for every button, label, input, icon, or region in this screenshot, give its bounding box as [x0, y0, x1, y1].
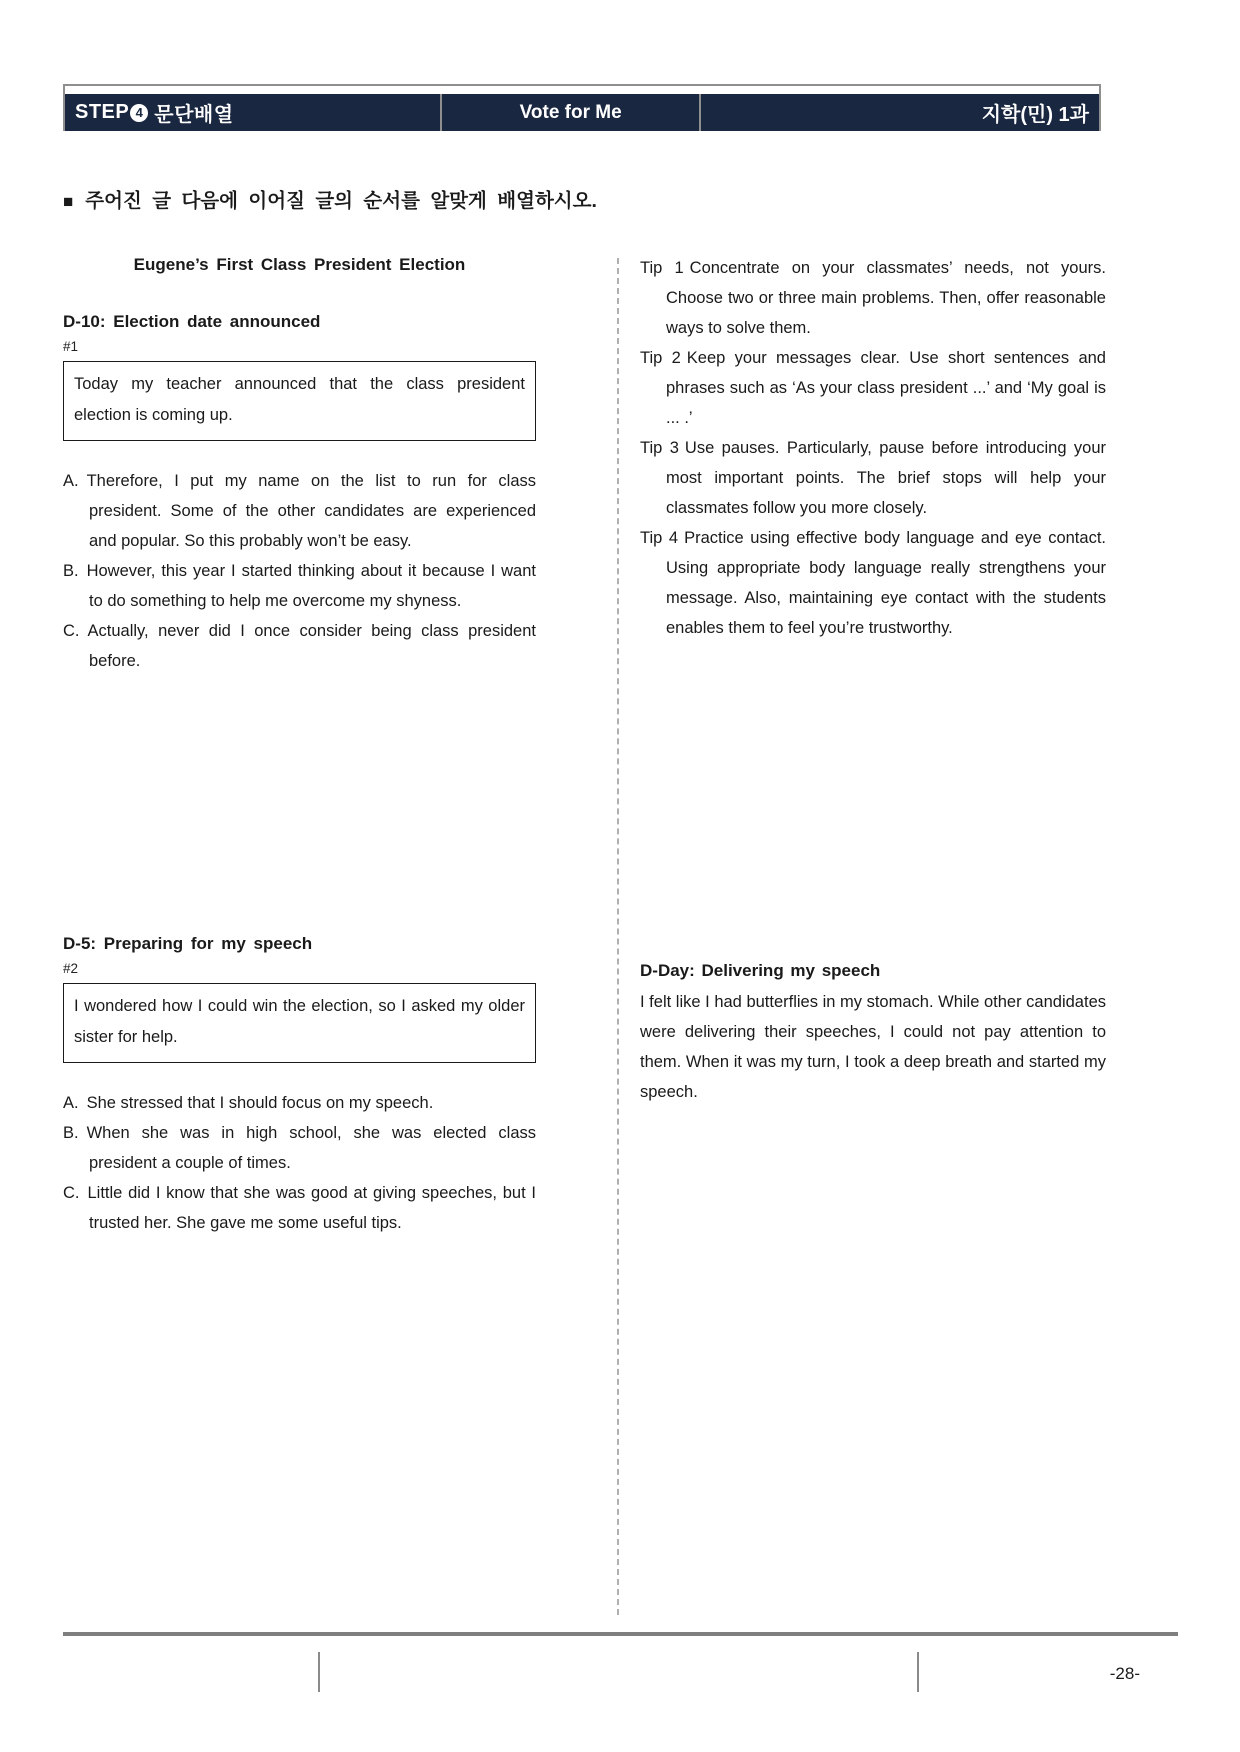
item-label: C.: [63, 622, 80, 640]
tip-label: Tip 1: [640, 259, 684, 277]
step-number-badge: 4: [130, 104, 148, 122]
section-tag: #1: [63, 339, 79, 354]
footer-rule: [63, 1632, 1178, 1636]
item-text: When she was in high school, she was elected class president a couple of times.: [86, 1124, 536, 1172]
tip-text: Use pauses. Particularly, pause before introducing your most important points. The brief stops will help your classmates follow you more closely.: [666, 439, 1106, 517]
given-text-box: Today my teacher announced that the class president election is coming up.: [63, 361, 536, 441]
item-label: A.: [63, 1094, 79, 1112]
section-heading: D-Day: Delivering my speech: [640, 961, 881, 980]
instruction-line: [63, 185, 1123, 213]
tip-label: Tip 3: [640, 439, 679, 457]
tip-item: [640, 523, 1106, 643]
tip-label: Tip 2: [640, 349, 681, 367]
header-step-cell: [65, 94, 442, 131]
item-text: However, this year I started thinking about it because I want to do something to help me overcome my shyness.: [86, 562, 536, 610]
ordering-items: [63, 466, 536, 676]
list-item: [63, 556, 536, 616]
left-column: [63, 255, 536, 1238]
section-heading: D-5: Preparing for my speech: [63, 934, 313, 953]
list-item: [63, 466, 536, 556]
tip-text: Practice using effective body language and eye contact. Using appropriate body language really strengthens your message. Also, maintaining eye contact with the students enables them to feel you’re trustworthy.: [666, 529, 1106, 637]
header-center-cell: [442, 94, 701, 131]
section-tag: #2: [63, 961, 79, 976]
list-item: [63, 1178, 536, 1238]
item-text: Little did I know that she was good at giving speeches, but I trusted her. She gave me some useful tips.: [87, 1184, 536, 1232]
item-label: C.: [63, 1184, 80, 1202]
square-bullet-icon: ■: [63, 192, 74, 211]
item-label: A.: [63, 472, 79, 490]
footer-tick-right: [917, 1652, 919, 1692]
tip-text: Concentrate on your classmates’ needs, not yours. Choose two or three main problems. Then, offer reasonable ways to solve them.: [666, 259, 1106, 337]
tip-item: [640, 433, 1106, 523]
section-dday: [640, 961, 1106, 1107]
story-title: Eugene’s First Class President Election: [133, 255, 466, 274]
item-text: She stressed that I should focus on my speech.: [86, 1094, 434, 1112]
header-bar: [65, 94, 1099, 131]
tip-text: Keep your messages clear. Use short sentences and phrases such as ‘As your class president ...’ and ‘My goal is ... .’: [666, 349, 1106, 427]
list-item: [63, 1118, 536, 1178]
section-heading: D-10: Election date announced: [63, 312, 321, 331]
given-text-box: I wondered how I could win the election, so I asked my older sister for help.: [63, 983, 536, 1063]
column-divider: [617, 258, 619, 1615]
item-text: Therefore, I put my name on the list to run for class president. Some of the other candidates are experienced and popular. So this probably won’t be easy.: [86, 472, 536, 550]
tip-item: [640, 343, 1106, 433]
step-word: STEP: [75, 101, 130, 123]
item-label: B.: [63, 562, 79, 580]
tip-item: [640, 253, 1106, 343]
item-text: Actually, never did I once consider being class president before.: [87, 622, 536, 670]
textbook-label: 지학(민) 1과: [981, 104, 1089, 126]
item-label: B.: [63, 1124, 79, 1142]
section-d5: [63, 934, 536, 1238]
header-right-cell: [701, 94, 1099, 131]
unit-title: Vote for Me: [519, 101, 622, 123]
footer-tick-left: [318, 1652, 320, 1692]
ordering-items: [63, 1088, 536, 1238]
header-frame: [63, 84, 1101, 131]
section-d10: [63, 312, 536, 676]
step-title: 문단배열: [154, 104, 234, 126]
tip-label: Tip 4: [640, 529, 679, 547]
list-item: [63, 616, 536, 676]
instruction-text: 주어진 글 다음에 이어질 글의 순서를 알맞게 배열하시오.: [85, 190, 597, 212]
list-item: [63, 1088, 536, 1118]
right-column: [640, 253, 1106, 1107]
page-number: -28-: [1109, 1664, 1140, 1683]
dday-paragraph: I felt like I had butterflies in my stomach. While other candidates were delivering their speeches, I could not pay attention to them. When it was my turn, I took a deep breath and started my speech.: [640, 993, 1106, 1101]
